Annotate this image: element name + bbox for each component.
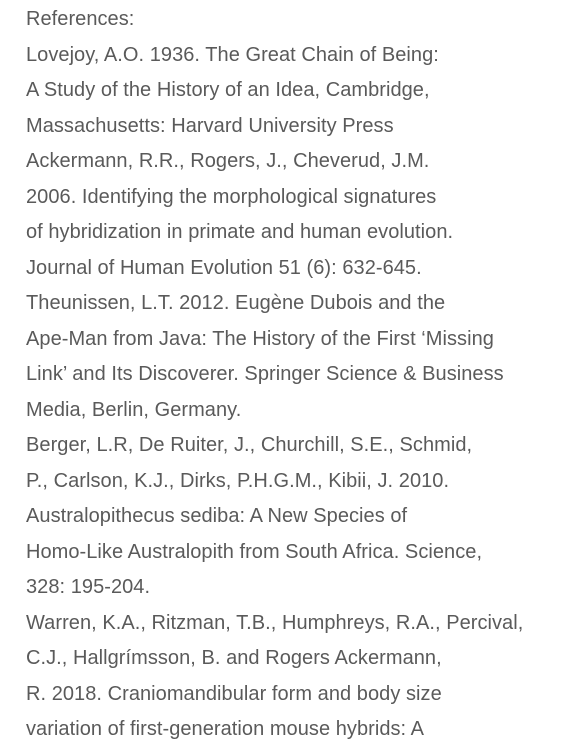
reference-line: Link’ and Its Discoverer. Springer Science & Business	[26, 363, 504, 385]
reference-line: Journal of Human Evolution 51 (6): 632-645.	[26, 256, 422, 279]
reference-line: Media, Berlin, Germany.	[26, 398, 242, 421]
reference-line: Australopithecus sediba: A New Species of	[26, 505, 408, 527]
reference-line: Ape-Man from Java: The History of the First ‘Missing	[26, 327, 494, 350]
reference-line: Warren, K.A., Ritzman, T.B., Humphreys, R.A., Percival,	[26, 611, 524, 634]
reference-line: 328: 195-204.	[26, 576, 151, 598]
reference-line: variation of first-generation mouse hybrids: A	[26, 718, 425, 740]
reference-line: Theunissen, L.T. 2012. Eugène Dubois and the	[26, 292, 446, 314]
references-heading: References:	[26, 8, 135, 30]
reference-line: Homo-Like Australopith from South Africa. Science,	[26, 540, 483, 563]
reference-line: R. 2018. Craniomandibular form and body size	[26, 682, 442, 705]
reference-line: Berger, L.R, De Ruiter, J., Churchill, S.E., Schmid,	[26, 434, 473, 456]
reference-line: 2006. Identifying the morphological signatures	[26, 185, 437, 208]
reference-line: P., Carlson, K.J., Dirks, P.H.G.M., Kibii, J. 2010.	[26, 469, 450, 492]
references-document	[26, 2, 570, 748]
reference-line: of hybridization in primate and human evolution.	[26, 221, 454, 243]
reference-line: Ackermann, R.R., Rogers, J., Cheverud, J.M.	[26, 150, 430, 172]
reference-line: A Study of the History of an Idea, Cambridge,	[26, 79, 430, 101]
reference-line: Massachusetts: Harvard University Press	[26, 114, 394, 137]
reference-line: C.J., Hallgrímsson, B. and Rogers Ackermann,	[26, 647, 442, 669]
reference-line: Lovejoy, A.O. 1936. The Great Chain of Being:	[26, 43, 439, 66]
